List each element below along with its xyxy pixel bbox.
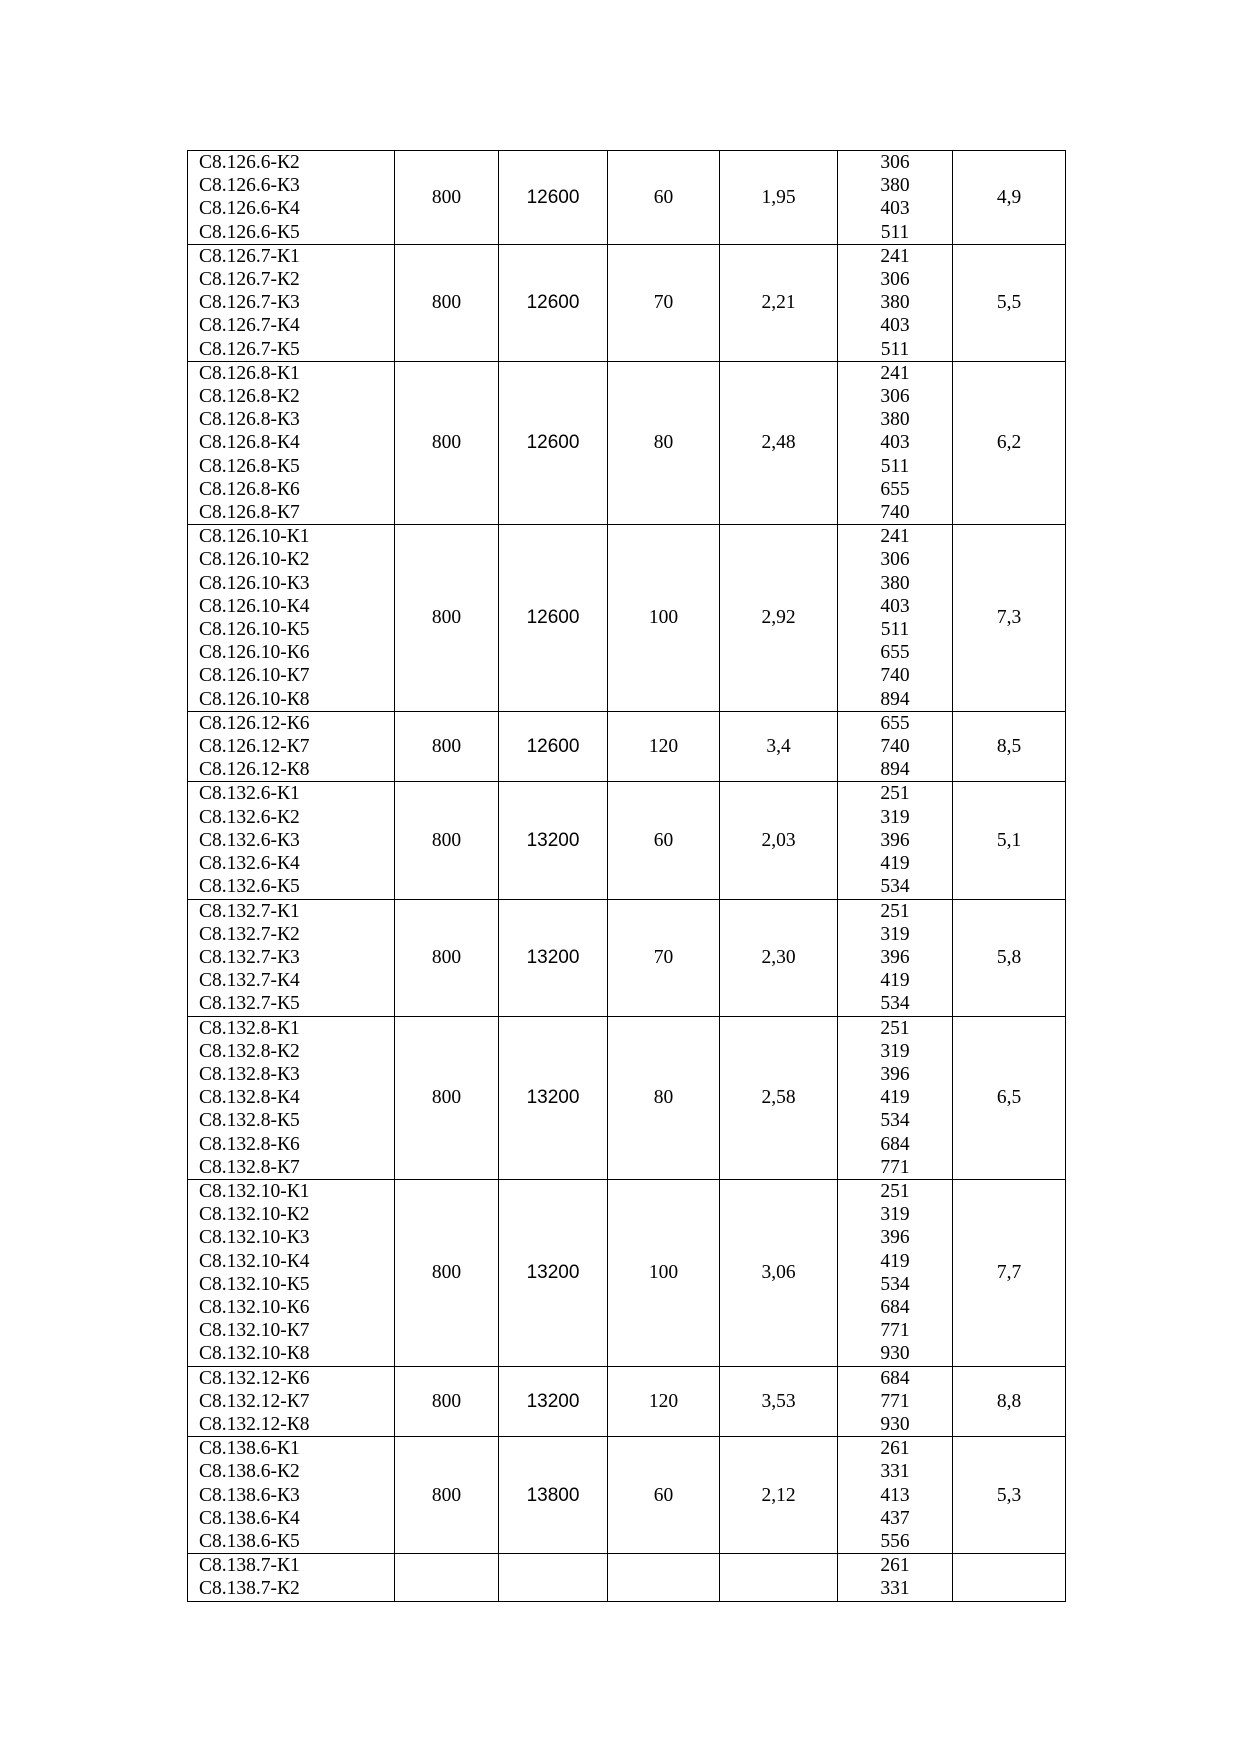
product-code: С8.126.10-К1 (199, 526, 310, 548)
product-codes-cell (188, 1366, 395, 1437)
product-code: С8.126.8-К6 (199, 478, 300, 500)
product-code: С8.138.6-К3 (199, 1484, 300, 1506)
section-value-cell: 100 (608, 1179, 720, 1366)
load-value: 556 (880, 1530, 910, 1552)
load-value: 306 (880, 386, 910, 408)
load-values-cell (838, 525, 953, 712)
volume-value-cell: 1,95 (720, 151, 838, 245)
product-code: С8.126.6-К2 (199, 152, 300, 173)
load-value: 306 (880, 269, 910, 291)
load-value: 251 (880, 900, 910, 922)
product-code: С8.132.7-К2 (199, 923, 300, 945)
product-code: С8.132.8-К2 (199, 1040, 300, 1062)
load-values-cell (838, 782, 953, 899)
load-value: 534 (880, 1273, 910, 1295)
product-code: С8.132.6-К2 (199, 806, 300, 828)
load-value: 331 (880, 1578, 910, 1600)
spec-table (187, 150, 1066, 1602)
product-code: С8.132.8-К4 (199, 1087, 300, 1109)
width-value-cell: 800 (395, 361, 499, 524)
load-value: 684 (880, 1296, 910, 1318)
product-code: С8.138.6-К2 (199, 1461, 300, 1483)
product-code: С8.132.7-К4 (199, 970, 300, 992)
product-code: С8.126.10-К6 (199, 642, 310, 664)
width-value-cell: 800 (395, 1016, 499, 1179)
load-value: 684 (880, 1367, 910, 1389)
product-codes-cell (188, 711, 395, 782)
table-row (188, 361, 1066, 524)
product-codes-cell (188, 1016, 395, 1179)
product-code: С8.126.10-К8 (199, 688, 310, 710)
section-value-cell: 120 (608, 711, 720, 782)
product-code: С8.126.7-К4 (199, 315, 300, 337)
length-value-cell (499, 1554, 608, 1601)
width-value-cell: 800 (395, 1366, 499, 1437)
mass-value-cell: 4,9 (953, 151, 1066, 245)
table-row (188, 899, 1066, 1016)
mass-value-cell: 5,5 (953, 244, 1066, 361)
product-codes-cell (188, 782, 395, 899)
load-value: 511 (880, 338, 910, 360)
product-code: С8.132.10-К3 (199, 1227, 310, 1249)
product-code: С8.126.12-К7 (199, 736, 310, 758)
product-code: С8.132.10-К6 (199, 1296, 310, 1318)
load-value: 771 (880, 1156, 910, 1178)
product-code: С8.132.10-К1 (199, 1180, 310, 1202)
load-value: 419 (880, 853, 910, 875)
width-value-cell: 800 (395, 711, 499, 782)
load-value: 655 (880, 712, 910, 734)
load-value: 413 (880, 1484, 910, 1506)
section-value-cell: 60 (608, 151, 720, 245)
length-value-cell: 13200 (499, 1179, 608, 1366)
load-value: 319 (880, 806, 910, 828)
volume-value-cell: 2,58 (720, 1016, 838, 1179)
length-value-cell: 12600 (499, 525, 608, 712)
length-value-cell: 13200 (499, 1016, 608, 1179)
load-value: 261 (880, 1555, 910, 1577)
volume-value-cell: 2,03 (720, 782, 838, 899)
product-code: С8.132.8-К5 (199, 1110, 300, 1132)
load-value: 319 (880, 1040, 910, 1062)
product-code: С8.132.8-К1 (199, 1017, 300, 1039)
product-code: С8.132.7-К5 (199, 993, 300, 1015)
load-value: 380 (880, 175, 910, 197)
table-body (188, 151, 1066, 1602)
load-value: 380 (880, 292, 910, 314)
load-value: 534 (880, 1110, 910, 1132)
load-value: 684 (880, 1133, 910, 1155)
table-row (188, 1554, 1066, 1601)
product-code: С8.138.6-К4 (199, 1507, 300, 1529)
load-value: 419 (880, 1250, 910, 1272)
load-value: 403 (880, 595, 910, 617)
load-values-cell (838, 244, 953, 361)
width-value-cell: 800 (395, 1437, 499, 1554)
product-codes-cell (188, 361, 395, 524)
product-code: С8.126.8-К7 (199, 502, 300, 524)
load-value: 534 (880, 876, 910, 898)
width-value-cell: 800 (395, 782, 499, 899)
mass-value-cell: 8,5 (953, 711, 1066, 782)
load-value: 419 (880, 1087, 910, 1109)
load-value: 319 (880, 1204, 910, 1226)
product-code: С8.126.8-К3 (199, 409, 300, 431)
table-row (188, 244, 1066, 361)
product-code: С8.132.10-К5 (199, 1273, 310, 1295)
table-row (188, 782, 1066, 899)
product-codes-cell (188, 244, 395, 361)
product-code: С8.126.6-К5 (199, 221, 300, 243)
load-value: 655 (880, 478, 910, 500)
product-code: С8.126.10-К5 (199, 619, 310, 641)
product-code: С8.126.6-К4 (199, 198, 300, 220)
mass-value-cell: 7,3 (953, 525, 1066, 712)
table-row (188, 151, 1066, 245)
product-code: С8.132.6-К1 (199, 783, 300, 805)
volume-value-cell: 3,4 (720, 711, 838, 782)
load-value: 894 (880, 688, 910, 710)
length-value-cell: 12600 (499, 361, 608, 524)
load-value: 306 (880, 549, 910, 571)
load-value: 251 (880, 783, 910, 805)
load-value: 437 (880, 1507, 910, 1529)
product-code: С8.126.12-К8 (199, 759, 310, 781)
load-value: 251 (880, 1017, 910, 1039)
product-codes-cell (188, 1179, 395, 1366)
product-code: С8.126.8-К2 (199, 386, 300, 408)
product-code: С8.126.10-К7 (199, 665, 310, 687)
load-value: 396 (880, 829, 910, 851)
product-codes-cell (188, 1437, 395, 1554)
product-code: С8.126.7-К1 (199, 245, 300, 267)
product-code: С8.132.8-К7 (199, 1156, 300, 1178)
product-code: С8.126.10-К2 (199, 549, 310, 571)
section-value-cell: 70 (608, 899, 720, 1016)
load-value: 319 (880, 923, 910, 945)
load-values-cell (838, 1179, 953, 1366)
length-value-cell: 13200 (499, 1366, 608, 1437)
load-value: 511 (880, 455, 910, 477)
product-code: С8.126.7-К2 (199, 269, 300, 291)
section-value-cell (608, 1554, 720, 1601)
load-value: 403 (880, 198, 910, 220)
load-value: 740 (880, 502, 910, 524)
load-value: 380 (880, 572, 910, 594)
volume-value-cell: 2,92 (720, 525, 838, 712)
length-value-cell: 12600 (499, 711, 608, 782)
load-value: 396 (880, 1227, 910, 1249)
load-value: 261 (880, 1438, 910, 1460)
load-value: 511 (880, 619, 910, 641)
product-code: С8.132.7-К3 (199, 946, 300, 968)
product-codes-cell (188, 151, 395, 245)
length-value-cell: 13200 (499, 899, 608, 1016)
length-value-cell: 13200 (499, 782, 608, 899)
section-value-cell: 80 (608, 361, 720, 524)
product-code: С8.132.8-К6 (199, 1133, 300, 1155)
product-code: С8.132.12-К8 (199, 1413, 310, 1435)
product-code: С8.126.7-К5 (199, 338, 300, 360)
product-code: С8.126.8-К5 (199, 455, 300, 477)
table-row (188, 1016, 1066, 1179)
volume-value-cell: 2,48 (720, 361, 838, 524)
volume-value-cell: 3,53 (720, 1366, 838, 1437)
mass-value-cell: 5,8 (953, 899, 1066, 1016)
product-code: С8.138.6-К5 (199, 1530, 300, 1552)
section-value-cell: 120 (608, 1366, 720, 1437)
load-value: 241 (880, 245, 910, 267)
mass-value-cell: 5,1 (953, 782, 1066, 899)
load-values-cell (838, 361, 953, 524)
table-row (188, 1366, 1066, 1437)
section-value-cell: 100 (608, 525, 720, 712)
product-code: С8.132.6-К3 (199, 829, 300, 851)
load-value: 396 (880, 1063, 910, 1085)
product-code: С8.138.7-К1 (199, 1555, 300, 1577)
load-value: 740 (880, 665, 910, 687)
mass-value-cell: 7,7 (953, 1179, 1066, 1366)
width-value-cell: 800 (395, 244, 499, 361)
load-value: 419 (880, 970, 910, 992)
load-value: 930 (880, 1413, 910, 1435)
width-value-cell: 800 (395, 1179, 499, 1366)
load-values-cell (838, 151, 953, 245)
product-codes-cell (188, 1554, 395, 1601)
load-value: 241 (880, 362, 910, 384)
volume-value-cell: 3,06 (720, 1179, 838, 1366)
product-code: С8.126.7-К3 (199, 292, 300, 314)
product-code: С8.126.10-К3 (199, 572, 310, 594)
load-value: 403 (880, 432, 910, 454)
product-code: С8.132.6-К4 (199, 853, 300, 875)
product-code: С8.126.8-К4 (199, 432, 300, 454)
load-value: 771 (880, 1320, 910, 1342)
load-values-cell (838, 1437, 953, 1554)
load-value: 930 (880, 1343, 910, 1365)
load-values-cell (838, 711, 953, 782)
product-code: С8.138.6-К1 (199, 1438, 300, 1460)
length-value-cell: 12600 (499, 151, 608, 245)
table-row (188, 711, 1066, 782)
length-value-cell: 12600 (499, 244, 608, 361)
product-code: С8.132.12-К7 (199, 1390, 310, 1412)
load-value: 331 (880, 1461, 910, 1483)
load-value: 740 (880, 736, 910, 758)
load-values-cell (838, 899, 953, 1016)
product-code: С8.132.6-К5 (199, 876, 300, 898)
length-value-cell: 13800 (499, 1437, 608, 1554)
load-value: 771 (880, 1390, 910, 1412)
load-value: 380 (880, 409, 910, 431)
table-row (188, 1179, 1066, 1366)
width-value-cell: 800 (395, 899, 499, 1016)
product-code: С8.138.7-К2 (199, 1578, 300, 1600)
width-value-cell (395, 1554, 499, 1601)
load-values-cell (838, 1366, 953, 1437)
section-value-cell: 60 (608, 782, 720, 899)
product-code: С8.132.10-К4 (199, 1250, 310, 1272)
load-value: 894 (880, 759, 910, 781)
load-values-cell (838, 1016, 953, 1179)
mass-value-cell (953, 1554, 1066, 1601)
section-value-cell: 70 (608, 244, 720, 361)
mass-value-cell: 8,8 (953, 1366, 1066, 1437)
product-code: С8.132.12-К6 (199, 1367, 310, 1389)
product-codes-cell (188, 525, 395, 712)
product-code: С8.126.10-К4 (199, 595, 310, 617)
table-row (188, 525, 1066, 712)
load-value: 655 (880, 642, 910, 664)
width-value-cell: 800 (395, 525, 499, 712)
product-code: С8.126.12-К6 (199, 712, 310, 734)
load-values-cell (838, 1554, 953, 1601)
width-value-cell: 800 (395, 151, 499, 245)
load-value: 534 (880, 993, 910, 1015)
load-value: 403 (880, 315, 910, 337)
table-row (188, 1437, 1066, 1554)
volume-value-cell: 2,12 (720, 1437, 838, 1554)
volume-value-cell: 2,30 (720, 899, 838, 1016)
product-code: С8.132.10-К8 (199, 1343, 310, 1365)
section-value-cell: 60 (608, 1437, 720, 1554)
product-code: С8.132.10-К7 (199, 1320, 310, 1342)
mass-value-cell: 6,5 (953, 1016, 1066, 1179)
volume-value-cell: 2,21 (720, 244, 838, 361)
product-code: С8.126.6-К3 (199, 175, 300, 197)
load-value: 241 (880, 526, 910, 548)
section-value-cell: 80 (608, 1016, 720, 1179)
product-codes-cell (188, 899, 395, 1016)
product-code: С8.132.8-К3 (199, 1063, 300, 1085)
volume-value-cell (720, 1554, 838, 1601)
mass-value-cell: 6,2 (953, 361, 1066, 524)
load-value: 511 (880, 221, 910, 243)
mass-value-cell: 5,3 (953, 1437, 1066, 1554)
load-value: 396 (880, 946, 910, 968)
product-code: С8.126.8-К1 (199, 362, 300, 384)
product-code: С8.132.7-К1 (199, 900, 300, 922)
load-value: 306 (880, 152, 910, 173)
load-value: 251 (880, 1180, 910, 1202)
product-code: С8.132.10-К2 (199, 1204, 310, 1226)
